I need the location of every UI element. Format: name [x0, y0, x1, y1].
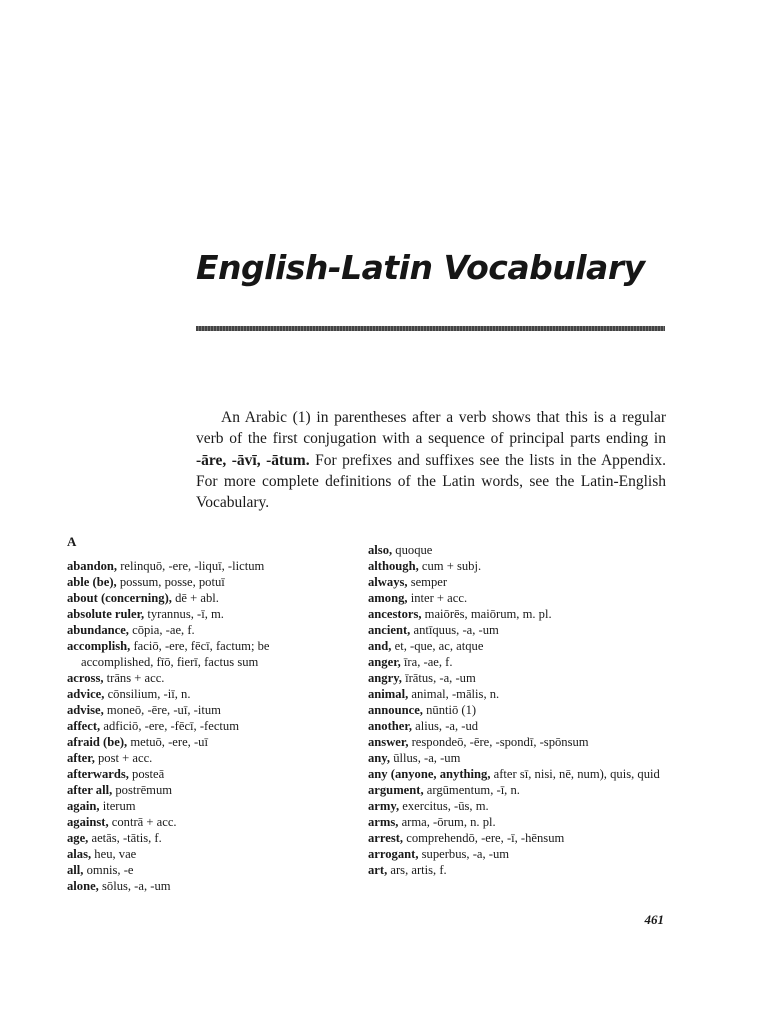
- intro-text-end: For prefixes and suffixes see the lists in the Appendix. For more complete definitions of the Latin words, see the Latin-English Vocabulary.: [196, 451, 666, 512]
- vocab-definition: nūntiō (1): [422, 703, 477, 717]
- vocab-definition: aetās, -tātis, f.: [88, 831, 162, 845]
- vocab-headword: always,: [368, 575, 408, 589]
- vocab-headword: any (anyone, anything,: [368, 767, 491, 781]
- vocab-definition: contrā + acc.: [108, 815, 177, 829]
- vocab-definition: faciō, -ere, fēcī, factum; be accomplished, fīō, fierī, factus sum: [81, 639, 270, 669]
- page-title: English-Latin Vocabulary: [196, 248, 645, 287]
- vocab-definition: ars, artis, f.: [387, 863, 447, 877]
- vocab-column-right: [368, 542, 668, 878]
- vocab-entry: [67, 878, 317, 894]
- vocab-headword: across,: [67, 671, 104, 685]
- vocab-definition: arma, -ōrum, n. pl.: [398, 815, 496, 829]
- vocab-entry: [368, 558, 668, 574]
- vocab-headword: afterwards,: [67, 767, 129, 781]
- vocab-headword: again,: [67, 799, 100, 813]
- vocab-list-right: [368, 542, 668, 878]
- vocab-entry: [67, 558, 317, 574]
- vocab-definition: et, -que, ac, atque: [391, 639, 484, 653]
- vocab-headword: affect,: [67, 719, 101, 733]
- vocab-headword: after all,: [67, 783, 113, 797]
- vocab-entry: [67, 734, 317, 750]
- vocab-definition: cum + subj.: [418, 559, 482, 573]
- vocab-headword: abundance,: [67, 623, 129, 637]
- vocab-definition: trāns + acc.: [103, 671, 165, 685]
- vocab-headword: arrogant,: [368, 847, 419, 861]
- intro-endings: -āre, -āvī, -ātum.: [196, 451, 310, 469]
- vocab-definition: ūllus, -a, -um: [390, 751, 461, 765]
- vocab-entry: [67, 718, 317, 734]
- vocab-definition: antīquus, -a, -um: [410, 623, 499, 637]
- vocab-headword: also,: [368, 543, 393, 557]
- vocab-definition: omnis, -e: [83, 863, 134, 877]
- vocab-entry: [368, 830, 668, 846]
- vocab-entry: [67, 798, 317, 814]
- vocab-definition: relinquō, -ere, -liquī, -lictum: [117, 559, 265, 573]
- vocab-entry: [67, 846, 317, 862]
- vocab-definition: semper: [407, 575, 448, 589]
- intro-text-start: An Arabic (1) in parentheses after a verb shows that this is a regular verb of the first conjugation with a sequence of principal parts ending in: [196, 409, 666, 448]
- vocab-entry: [368, 846, 668, 862]
- vocab-headword: art,: [368, 863, 388, 877]
- page-number: 461: [644, 912, 664, 927]
- vocab-headword: accomplish,: [67, 639, 131, 653]
- vocab-headword: ancestors,: [368, 607, 422, 621]
- vocab-headword: abandon,: [67, 559, 118, 573]
- vocab-entry: [368, 862, 668, 878]
- vocab-headword: about (concerning),: [67, 591, 172, 605]
- vocab-headword: army,: [368, 799, 400, 813]
- vocab-entry: [67, 622, 317, 638]
- vocab-headword: afraid (be),: [67, 735, 128, 749]
- intro-paragraph: [196, 407, 666, 513]
- vocab-entry: [368, 542, 668, 558]
- vocab-headword: ancient,: [368, 623, 411, 637]
- vocab-definition: heu, vae: [91, 847, 137, 861]
- vocab-entry: [67, 702, 317, 718]
- vocab-definition: moneō, -ēre, -uī, -itum: [103, 703, 221, 717]
- vocab-headword: arrest,: [368, 831, 404, 845]
- vocab-entry: [368, 638, 668, 654]
- vocab-definition: adficiō, -ere, -fēcī, -fectum: [100, 719, 240, 733]
- vocab-column-left: [67, 534, 317, 894]
- vocab-entry: [67, 574, 317, 590]
- vocab-entry: [67, 782, 317, 798]
- vocab-entry: [368, 590, 668, 606]
- vocab-entry: [67, 814, 317, 830]
- vocab-headword: although,: [368, 559, 419, 573]
- vocab-headword: any,: [368, 751, 391, 765]
- vocab-headword: argument,: [368, 783, 424, 797]
- vocab-headword: absolute ruler,: [67, 607, 145, 621]
- intro-text: [196, 407, 666, 513]
- vocab-entry: [368, 574, 668, 590]
- vocab-headword: announce,: [368, 703, 423, 717]
- vocab-definition: sōlus, -a, -um: [98, 879, 171, 893]
- vocab-entry: [67, 606, 317, 622]
- vocab-definition: animal, -mālis, n.: [408, 687, 500, 701]
- vocab-entry: [368, 750, 668, 766]
- section-letter: A: [67, 534, 77, 549]
- vocab-definition: quoque: [392, 543, 433, 557]
- vocab-definition: maiōrēs, maiōrum, m. pl.: [421, 607, 552, 621]
- vocab-definition: iterum: [99, 799, 136, 813]
- vocab-headword: animal,: [368, 687, 409, 701]
- vocab-entry: [368, 718, 668, 734]
- vocab-definition: īrātus, -a, -um: [401, 671, 476, 685]
- vocab-headword: arms,: [368, 815, 399, 829]
- vocab-headword: among,: [368, 591, 408, 605]
- vocab-definition: cōnsilium, -iī, n.: [104, 687, 191, 701]
- vocab-definition: comprehendō, -ere, -ī, -hēnsum: [403, 831, 565, 845]
- vocab-entry: [67, 830, 317, 846]
- title-rule: [196, 326, 665, 331]
- vocab-entry: [368, 766, 668, 782]
- vocab-definition: cōpia, -ae, f.: [128, 623, 195, 637]
- vocab-entry: [368, 798, 668, 814]
- vocab-entry: [368, 622, 668, 638]
- vocab-definition: posteā: [128, 767, 165, 781]
- vocab-headword: advise,: [67, 703, 104, 717]
- vocab-headword: able (be),: [67, 575, 117, 589]
- vocab-entry: [67, 862, 317, 878]
- vocab-entry: [368, 606, 668, 622]
- vocab-entry: [368, 814, 668, 830]
- vocab-headword: against,: [67, 815, 109, 829]
- vocab-definition: alius, -a, -ud: [411, 719, 479, 733]
- vocab-entry: [67, 670, 317, 686]
- vocab-headword: alone,: [67, 879, 99, 893]
- vocab-definition: postrēmum: [112, 783, 173, 797]
- vocab-definition: superbus, -a, -um: [418, 847, 510, 861]
- vocab-definition: after sī, nisi, nē, num), quis, quid: [490, 767, 660, 781]
- vocab-headword: alas,: [67, 847, 92, 861]
- vocab-entry: [368, 686, 668, 702]
- vocab-list-left: [67, 558, 317, 894]
- vocab-headword: and,: [368, 639, 392, 653]
- vocab-headword: angry,: [368, 671, 402, 685]
- vocab-definition: inter + acc.: [407, 591, 468, 605]
- vocab-entry: [368, 670, 668, 686]
- vocab-definition: tyrannus, -ī, m.: [144, 607, 224, 621]
- vocab-definition: respondeō, -ēre, -spondī, -spōnsum: [408, 735, 589, 749]
- vocab-headword: another,: [368, 719, 412, 733]
- vocab-definition: argūmentum, -ī, n.: [423, 783, 520, 797]
- vocab-headword: age,: [67, 831, 89, 845]
- vocab-definition: possum, posse, potuī: [116, 575, 225, 589]
- vocab-definition: īra, -ae, f.: [400, 655, 453, 669]
- vocab-entry: [368, 734, 668, 750]
- vocab-entry: [67, 750, 317, 766]
- vocab-headword: after,: [67, 751, 95, 765]
- vocab-definition: dē + abl.: [171, 591, 219, 605]
- vocab-headword: advice,: [67, 687, 105, 701]
- vocab-entry: [368, 702, 668, 718]
- vocab-definition: post + acc.: [94, 751, 153, 765]
- vocab-headword: anger,: [368, 655, 401, 669]
- vocab-entry: [67, 766, 317, 782]
- vocab-definition: metuō, -ere, -uī: [127, 735, 208, 749]
- vocab-entry: [67, 590, 317, 606]
- vocab-entry: [368, 782, 668, 798]
- vocab-entry: [368, 654, 668, 670]
- vocab-entry: [67, 638, 317, 670]
- vocab-headword: answer,: [368, 735, 409, 749]
- vocab-entry: [67, 686, 317, 702]
- vocab-definition: exercitus, -ūs, m.: [399, 799, 489, 813]
- vocab-headword: all,: [67, 863, 84, 877]
